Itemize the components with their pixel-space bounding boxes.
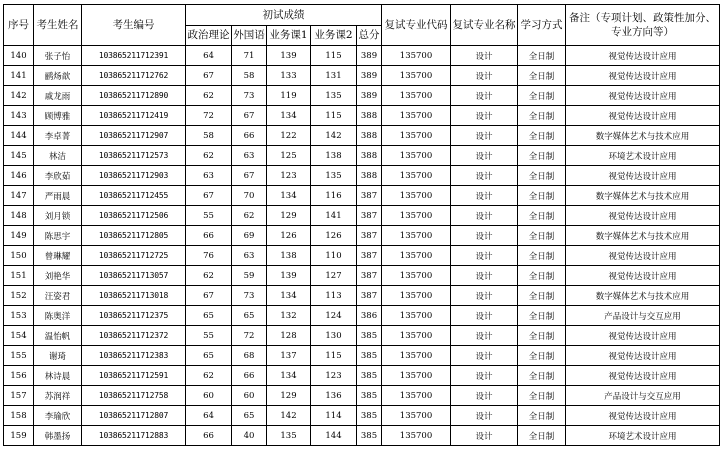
table-row — [4, 206, 720, 226]
table-row — [4, 86, 720, 106]
cell-course2: 116 — [311, 186, 357, 206]
cell-exam-id: 103865211712758 — [82, 386, 186, 406]
cell-major-name: 设计 — [451, 406, 518, 426]
cell-course1: 139 — [267, 46, 311, 66]
header-study-mode: 学习方式 — [518, 5, 566, 46]
cell-name: 韩墨扬 — [34, 426, 82, 446]
cell-major-code: 135700 — [382, 86, 451, 106]
cell-study-mode: 全日制 — [518, 306, 566, 326]
cell-major-code: 135700 — [382, 286, 451, 306]
table-row — [4, 326, 720, 346]
cell-total: 387 — [357, 226, 382, 246]
cell-study-mode: 全日制 — [518, 206, 566, 226]
cell-major-code: 135700 — [382, 406, 451, 426]
cell-course1: 135 — [267, 426, 311, 446]
cell-politics: 65 — [186, 346, 232, 366]
cell-major-name: 设计 — [451, 126, 518, 146]
cell-foreign-language: 73 — [232, 286, 267, 306]
cell-seq: 154 — [4, 326, 34, 346]
cell-total: 388 — [357, 106, 382, 126]
cell-name: 苏润祥 — [34, 386, 82, 406]
cell-major-name: 设计 — [451, 86, 518, 106]
cell-course2: 127 — [311, 266, 357, 286]
cell-foreign-language: 40 — [232, 426, 267, 446]
cell-name: 鹂炀歆 — [34, 66, 82, 86]
table-body — [4, 46, 720, 446]
cell-politics: 62 — [186, 266, 232, 286]
cell-name: 李卓菁 — [34, 126, 82, 146]
cell-course1: 137 — [267, 346, 311, 366]
cell-total: 385 — [357, 386, 382, 406]
cell-course2: 131 — [311, 66, 357, 86]
cell-remarks: 视觉传达设计应用 — [566, 106, 720, 126]
cell-remarks: 视觉传达设计应用 — [566, 166, 720, 186]
cell-name: 李欣茹 — [34, 166, 82, 186]
cell-course2: 115 — [311, 346, 357, 366]
cell-total: 389 — [357, 86, 382, 106]
cell-course2: 136 — [311, 386, 357, 406]
cell-exam-id: 103865211712391 — [82, 46, 186, 66]
cell-course1: 129 — [267, 386, 311, 406]
cell-remarks: 数字媒体艺术与技术应用 — [566, 126, 720, 146]
cell-total: 385 — [357, 406, 382, 426]
table-row — [4, 286, 720, 306]
cell-study-mode: 全日制 — [518, 286, 566, 306]
cell-course1: 129 — [267, 206, 311, 226]
cell-course2: 144 — [311, 426, 357, 446]
cell-total: 385 — [357, 366, 382, 386]
cell-course2: 110 — [311, 246, 357, 266]
cell-exam-id: 103865211712506 — [82, 206, 186, 226]
results-sheet — [3, 4, 720, 446]
header-major-code: 复试专业代码 — [382, 5, 451, 46]
cell-course1: 134 — [267, 366, 311, 386]
table-row — [4, 126, 720, 146]
cell-seq: 141 — [4, 66, 34, 86]
cell-politics: 62 — [186, 146, 232, 166]
cell-name: 戚龙雨 — [34, 86, 82, 106]
cell-course1: 138 — [267, 246, 311, 266]
cell-exam-id: 103865211713018 — [82, 286, 186, 306]
cell-politics: 76 — [186, 246, 232, 266]
cell-seq: 156 — [4, 366, 34, 386]
cell-exam-id: 103865211712372 — [82, 326, 186, 346]
cell-foreign-language: 62 — [232, 206, 267, 226]
cell-name: 张子怡 — [34, 46, 82, 66]
cell-major-code: 135700 — [382, 226, 451, 246]
cell-name: 刘月锁 — [34, 206, 82, 226]
cell-remarks: 环境艺术设计应用 — [566, 426, 720, 446]
cell-study-mode: 全日制 — [518, 106, 566, 126]
cell-major-name: 设计 — [451, 46, 518, 66]
header-remarks: 备注（专项计划、政策性加分、专业方向等） — [566, 5, 720, 46]
cell-major-code: 135700 — [382, 346, 451, 366]
cell-remarks: 视觉传达设计应用 — [566, 86, 720, 106]
cell-foreign-language: 71 — [232, 46, 267, 66]
table-row — [4, 46, 720, 66]
header-total: 总分 — [357, 26, 382, 46]
cell-politics: 63 — [186, 166, 232, 186]
cell-course1: 134 — [267, 286, 311, 306]
cell-major-name: 设计 — [451, 286, 518, 306]
cell-politics: 66 — [186, 426, 232, 446]
cell-politics: 72 — [186, 106, 232, 126]
table-row — [4, 226, 720, 246]
table-row — [4, 306, 720, 326]
cell-major-name: 设计 — [451, 366, 518, 386]
cell-foreign-language: 59 — [232, 266, 267, 286]
cell-major-code: 135700 — [382, 206, 451, 226]
cell-study-mode: 全日制 — [518, 66, 566, 86]
cell-major-name: 设计 — [451, 146, 518, 166]
cell-seq: 147 — [4, 186, 34, 206]
cell-study-mode: 全日制 — [518, 326, 566, 346]
table-row — [4, 66, 720, 86]
cell-foreign-language: 65 — [232, 406, 267, 426]
cell-seq: 148 — [4, 206, 34, 226]
cell-total: 387 — [357, 266, 382, 286]
cell-remarks: 视觉传达设计应用 — [566, 66, 720, 86]
cell-total: 388 — [357, 126, 382, 146]
table-row — [4, 406, 720, 426]
cell-course2: 115 — [311, 46, 357, 66]
cell-course1: 122 — [267, 126, 311, 146]
cell-course1: 133 — [267, 66, 311, 86]
header-initial-scores: 初试成绩 — [186, 5, 382, 26]
table-row — [4, 246, 720, 266]
cell-exam-id: 103865211712591 — [82, 366, 186, 386]
cell-major-code: 135700 — [382, 266, 451, 286]
cell-total: 387 — [357, 246, 382, 266]
cell-exam-id: 103865211713057 — [82, 266, 186, 286]
cell-name: 顾博雅 — [34, 106, 82, 126]
cell-study-mode: 全日制 — [518, 366, 566, 386]
cell-foreign-language: 69 — [232, 226, 267, 246]
cell-course2: 142 — [311, 126, 357, 146]
cell-politics: 64 — [186, 406, 232, 426]
cell-course1: 123 — [267, 166, 311, 186]
cell-foreign-language: 63 — [232, 146, 267, 166]
cell-total: 387 — [357, 286, 382, 306]
cell-name: 刘艳华 — [34, 266, 82, 286]
cell-name: 汪姿君 — [34, 286, 82, 306]
cell-major-name: 设计 — [451, 246, 518, 266]
header-politics: 政治理论 — [186, 26, 232, 46]
cell-total: 389 — [357, 66, 382, 86]
cell-major-code: 135700 — [382, 186, 451, 206]
results-table — [3, 4, 720, 446]
cell-name: 林诗晨 — [34, 366, 82, 386]
cell-course2: 141 — [311, 206, 357, 226]
cell-study-mode: 全日制 — [518, 86, 566, 106]
cell-seq: 149 — [4, 226, 34, 246]
cell-major-code: 135700 — [382, 326, 451, 346]
cell-name: 林洁 — [34, 146, 82, 166]
cell-study-mode: 全日制 — [518, 166, 566, 186]
cell-total: 385 — [357, 326, 382, 346]
cell-remarks: 视觉传达设计应用 — [566, 246, 720, 266]
cell-remarks: 产品设计与交互应用 — [566, 386, 720, 406]
cell-exam-id: 103865211712375 — [82, 306, 186, 326]
cell-politics: 67 — [186, 186, 232, 206]
cell-seq: 153 — [4, 306, 34, 326]
cell-exam-id: 103865211712883 — [82, 426, 186, 446]
cell-course2: 126 — [311, 226, 357, 246]
table-row — [4, 146, 720, 166]
cell-exam-id: 103865211712383 — [82, 346, 186, 366]
cell-name: 曾琳耀 — [34, 246, 82, 266]
cell-course1: 134 — [267, 106, 311, 126]
cell-course2: 135 — [311, 166, 357, 186]
cell-name: 陈思宇 — [34, 226, 82, 246]
cell-foreign-language: 63 — [232, 246, 267, 266]
cell-seq: 144 — [4, 126, 34, 146]
cell-major-name: 设计 — [451, 206, 518, 226]
cell-major-code: 135700 — [382, 426, 451, 446]
cell-study-mode: 全日制 — [518, 246, 566, 266]
cell-exam-id: 103865211712762 — [82, 66, 186, 86]
cell-course2: 113 — [311, 286, 357, 306]
cell-remarks: 数字媒体艺术与技术应用 — [566, 226, 720, 246]
table-row — [4, 266, 720, 286]
cell-study-mode: 全日制 — [518, 186, 566, 206]
cell-course1: 125 — [267, 146, 311, 166]
cell-politics: 66 — [186, 226, 232, 246]
cell-course1: 126 — [267, 226, 311, 246]
cell-name: 严雨晨 — [34, 186, 82, 206]
cell-major-name: 设计 — [451, 346, 518, 366]
cell-remarks: 数字媒体艺术与技术应用 — [566, 286, 720, 306]
cell-study-mode: 全日制 — [518, 46, 566, 66]
cell-major-code: 135700 — [382, 66, 451, 86]
table-row — [4, 346, 720, 366]
cell-major-code: 135700 — [382, 166, 451, 186]
cell-remarks: 视觉传达设计应用 — [566, 46, 720, 66]
cell-exam-id: 103865211712455 — [82, 186, 186, 206]
cell-course2: 130 — [311, 326, 357, 346]
cell-seq: 150 — [4, 246, 34, 266]
cell-seq: 152 — [4, 286, 34, 306]
cell-course1: 132 — [267, 306, 311, 326]
cell-politics: 64 — [186, 46, 232, 66]
cell-remarks: 视觉传达设计应用 — [566, 206, 720, 226]
cell-study-mode: 全日制 — [518, 426, 566, 446]
cell-major-code: 135700 — [382, 386, 451, 406]
cell-politics: 58 — [186, 126, 232, 146]
table-row — [4, 166, 720, 186]
cell-foreign-language: 66 — [232, 126, 267, 146]
cell-foreign-language: 70 — [232, 186, 267, 206]
cell-course1: 128 — [267, 326, 311, 346]
cell-major-code: 135700 — [382, 246, 451, 266]
cell-politics: 62 — [186, 366, 232, 386]
cell-major-name: 设计 — [451, 186, 518, 206]
cell-course1: 139 — [267, 266, 311, 286]
cell-exam-id: 103865211712805 — [82, 226, 186, 246]
cell-seq: 143 — [4, 106, 34, 126]
cell-foreign-language: 67 — [232, 166, 267, 186]
cell-major-code: 135700 — [382, 106, 451, 126]
table-row — [4, 386, 720, 406]
cell-major-code: 135700 — [382, 126, 451, 146]
cell-major-name: 设计 — [451, 166, 518, 186]
cell-major-code: 135700 — [382, 366, 451, 386]
cell-exam-id: 103865211712807 — [82, 406, 186, 426]
cell-exam-id: 103865211712903 — [82, 166, 186, 186]
cell-major-code: 135700 — [382, 146, 451, 166]
cell-study-mode: 全日制 — [518, 406, 566, 426]
cell-name: 温怡帆 — [34, 326, 82, 346]
cell-seq: 151 — [4, 266, 34, 286]
cell-course1: 119 — [267, 86, 311, 106]
cell-foreign-language: 73 — [232, 86, 267, 106]
cell-total: 385 — [357, 426, 382, 446]
cell-total: 387 — [357, 206, 382, 226]
cell-study-mode: 全日制 — [518, 226, 566, 246]
cell-seq: 146 — [4, 166, 34, 186]
header-course1: 业务课1 — [267, 26, 311, 46]
cell-remarks: 视觉传达设计应用 — [566, 346, 720, 366]
cell-major-name: 设计 — [451, 426, 518, 446]
cell-politics: 55 — [186, 326, 232, 346]
cell-politics: 55 — [186, 206, 232, 226]
cell-foreign-language: 72 — [232, 326, 267, 346]
table-row — [4, 186, 720, 206]
cell-politics: 67 — [186, 66, 232, 86]
cell-exam-id: 103865211712890 — [82, 86, 186, 106]
cell-seq: 145 — [4, 146, 34, 166]
cell-total: 388 — [357, 146, 382, 166]
cell-total: 389 — [357, 46, 382, 66]
header-course2: 业务课2 — [311, 26, 357, 46]
header-exam-id: 考生编号 — [82, 5, 186, 46]
cell-politics: 60 — [186, 386, 232, 406]
cell-major-code: 135700 — [382, 306, 451, 326]
cell-study-mode: 全日制 — [518, 346, 566, 366]
cell-exam-id: 103865211712725 — [82, 246, 186, 266]
cell-course2: 115 — [311, 106, 357, 126]
cell-foreign-language: 66 — [232, 366, 267, 386]
cell-remarks: 环境艺术设计应用 — [566, 146, 720, 166]
header-major-name: 复试专业名称 — [451, 5, 518, 46]
cell-remarks: 视觉传达设计应用 — [566, 406, 720, 426]
cell-name: 陈奥洋 — [34, 306, 82, 326]
cell-remarks: 数字媒体艺术与技术应用 — [566, 186, 720, 206]
table-row — [4, 106, 720, 126]
cell-total: 388 — [357, 166, 382, 186]
cell-name: 李瑜欣 — [34, 406, 82, 426]
cell-major-name: 设计 — [451, 326, 518, 346]
cell-major-code: 135700 — [382, 46, 451, 66]
cell-politics: 62 — [186, 86, 232, 106]
cell-course1: 142 — [267, 406, 311, 426]
cell-major-name: 设计 — [451, 66, 518, 86]
cell-exam-id: 103865211712419 — [82, 106, 186, 126]
cell-foreign-language: 58 — [232, 66, 267, 86]
cell-exam-id: 103865211712573 — [82, 146, 186, 166]
cell-politics: 65 — [186, 306, 232, 326]
cell-study-mode: 全日制 — [518, 126, 566, 146]
cell-seq: 142 — [4, 86, 34, 106]
cell-remarks: 产品设计与交互应用 — [566, 306, 720, 326]
cell-politics: 67 — [186, 286, 232, 306]
cell-remarks: 视觉传达设计应用 — [566, 266, 720, 286]
cell-seq: 159 — [4, 426, 34, 446]
cell-seq: 158 — [4, 406, 34, 426]
cell-total: 386 — [357, 306, 382, 326]
cell-major-name: 设计 — [451, 106, 518, 126]
cell-course2: 114 — [311, 406, 357, 426]
cell-course1: 134 — [267, 186, 311, 206]
cell-major-name: 设计 — [451, 226, 518, 246]
cell-foreign-language: 60 — [232, 386, 267, 406]
cell-study-mode: 全日制 — [518, 146, 566, 166]
cell-course2: 123 — [311, 366, 357, 386]
cell-remarks: 视觉传达设计应用 — [566, 326, 720, 346]
cell-foreign-language: 68 — [232, 346, 267, 366]
cell-total: 385 — [357, 346, 382, 366]
cell-foreign-language: 65 — [232, 306, 267, 326]
table-row — [4, 366, 720, 386]
cell-seq: 155 — [4, 346, 34, 366]
cell-total: 387 — [357, 186, 382, 206]
header-foreign-language: 外国语 — [232, 26, 267, 46]
cell-foreign-language: 67 — [232, 106, 267, 126]
cell-study-mode: 全日制 — [518, 266, 566, 286]
cell-exam-id: 103865211712907 — [82, 126, 186, 146]
cell-remarks: 视觉传达设计应用 — [566, 366, 720, 386]
cell-major-name: 设计 — [451, 266, 518, 286]
cell-course2: 124 — [311, 306, 357, 326]
header-name: 考生姓名 — [34, 5, 82, 46]
cell-course2: 138 — [311, 146, 357, 166]
cell-seq: 157 — [4, 386, 34, 406]
cell-seq: 140 — [4, 46, 34, 66]
header-seq: 序号 — [4, 5, 34, 46]
table-header — [4, 5, 720, 46]
cell-major-name: 设计 — [451, 306, 518, 326]
cell-name: 谢琦 — [34, 346, 82, 366]
table-row — [4, 426, 720, 446]
cell-course2: 135 — [311, 86, 357, 106]
cell-study-mode: 全日制 — [518, 386, 566, 406]
cell-major-name: 设计 — [451, 386, 518, 406]
